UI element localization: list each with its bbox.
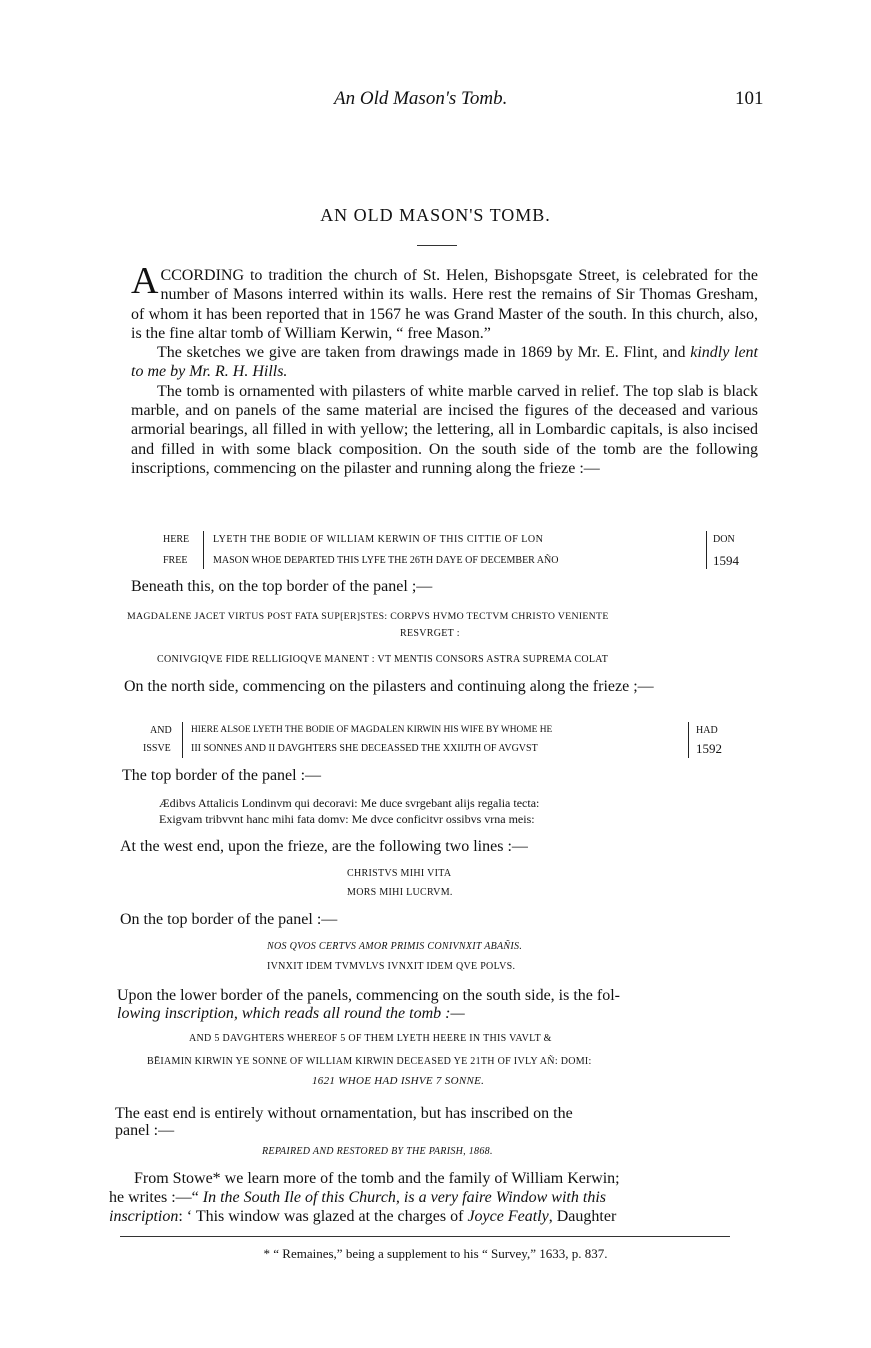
south-l1-mid: LYETH THE BODIE OF WILLIAM KERWIN OF THIS CITTIE OF LON: [213, 534, 544, 545]
lower-l2: BĒIAMIN KIRWIN YE SONNE OF WILLIAM KIRWIN DECEASED YE 21TH OF IVLY AÑ: DOMI:: [147, 1056, 592, 1067]
magdalene-l2: RESVRGET :: [400, 628, 460, 639]
north-intro: On the north side, commencing on the pilasters and continuing along the frieze ;—: [124, 678, 654, 695]
south-bar-right: [706, 531, 707, 569]
christus-l1: CHRISTVS MIHI VITA: [347, 868, 452, 879]
east-line-a: The east end is entirely without ornamentation, but has inscribed on the: [115, 1105, 573, 1122]
lower-l1: AND 5 DAVGHTERS WHEREOF 5 OF THEM LYETH HEERE IN THIS VAVLT &: [189, 1033, 552, 1044]
top-border-line: The top border of the panel :—: [122, 767, 322, 784]
top-border-line-2: On the top border of the panel :—: [120, 911, 338, 928]
stowe-line-a: From Stowe* we learn more of the tomb and the family of William Kerwin;: [134, 1170, 620, 1187]
stowe-c1: inscription: [109, 1208, 179, 1225]
north-l2-mid: III SONNES AND II DAVGHTERS SHE DECEASSED THE XXIIJTH OF AVGVST: [191, 743, 538, 754]
paragraph-1-text: CCORDING to tradition the church of St. Helen, Bishopsgate Street, is celebrated for the number of Masons interred within its walls. Here rest the remains of Sir Thomas Gresham, of whom it has been reported that in 1567 he was Grand Master of the south. In this church, also, is the fine altar tomb of William Kerwin, “ free Mason.”: [131, 267, 758, 342]
paragraph-3: The tomb is ornamented with pilasters of white marble carved in relief. The top slab is black marble, and on panels of the same material are incised the figures of the deceased and various armorial bearings, all filled in with yellow; the lettering, all in Lombardic capitals, is also incised and filled in with some black composition. On the south side of the tomb are the following inscriptions, commencing on the pilaster and running along the frieze :—: [131, 382, 758, 477]
north-l1-mid: HIERE ALSOE LYETH THE BODIE OF MAGDALEN KIRWIN HIS WIFE BY WHOME HE: [191, 725, 553, 735]
lower-line-a: Upon the lower border of the panels, commencing on the south side, is the fol-: [117, 987, 620, 1004]
north-l1-left: AND: [150, 725, 172, 736]
west-line: At the west end, upon the frieze, are the following two lines :—: [120, 838, 528, 855]
beneath-line: Beneath this, on the top border of the panel ;—: [131, 578, 433, 595]
article-title: AN OLD MASON'S TOMB.: [320, 205, 551, 225]
south-l2-right: 1594: [713, 553, 739, 568]
north-bar-right: [688, 722, 689, 758]
paragraph-2: [131, 343, 758, 382]
aedibus-l1: Ædibvs Attalicis Londinvm qui decoravi: Me duce svrgebant alijs regalia tecta:: [159, 796, 540, 810]
paragraph-2-italic: kindly lent to me by Mr. R. H. Hills.: [131, 344, 758, 381]
running-title: An Old Mason's Tomb.: [334, 88, 508, 109]
north-l2-left: ISSVE: [143, 743, 171, 754]
north-l1-right: HAD: [696, 725, 718, 736]
stowe-c2: : ‘ This window was glazed at the charges of: [178, 1208, 468, 1225]
repaired-line: REPAIRED AND RESTORED BY THE PARISH, 1868.: [262, 1146, 493, 1157]
nos-l1: NOS QVOS CERTVS AMOR PRIMIS CONIVNXIT ABAÑIS.: [267, 941, 523, 952]
lower-l3: 1621 WHOE HAD ISHVE 7 SONNE.: [312, 1075, 485, 1087]
aedibus-l2: Exigvam tribvvnt hanc mihi fata domv: Me dvce conficitvr ossibvs vrna meis:: [159, 812, 535, 826]
title-rule: [417, 245, 457, 246]
christus-l2: MORS MIHI LUCRVM.: [347, 887, 453, 898]
footnote-rule: [120, 1236, 730, 1237]
paragraph-2-text: The sketches we give are taken from drawings made in 1869 by Mr. E. Flint, and: [157, 344, 691, 362]
south-l1-left: HERE: [163, 534, 190, 545]
south-l2-mid: MASON WHOE DEPARTED THIS LYFE THE 26TH DAYE OF DECEMBER AÑO: [213, 555, 559, 566]
footnote: * “ Remaines,” being a supplement to his “ Survey,” 1633, p. 837.: [263, 1246, 608, 1261]
nos-l2: IVNXIT IDEM TVMVLVS IVNXIT IDEM QVE POLVS.: [267, 961, 516, 972]
stowe-line-c: [109, 1208, 616, 1226]
drop-cap: A: [131, 260, 159, 302]
magdalene-l1: MAGDALENE JACET VIRTUS POST FATA SUP[ER]STES: CORPVS HVMO TECTVM CHRISTO VENIENTE: [127, 611, 609, 622]
lower-line-b: lowing inscription, which reads all round the tomb :—: [117, 1005, 465, 1022]
stowe-c4: , Daughter: [548, 1208, 617, 1225]
magdalene-l3: CONIVGIQVE FIDE RELLIGIOQVE MANENT : VT MENTIS CONSORS ASTRA SUPREMA COLAT: [157, 654, 609, 665]
stowe-b2: In the South Ile of this Church, is a very faire Window with this: [202, 1189, 606, 1206]
south-l2-left: FREE: [163, 555, 188, 566]
south-l1-right: DON: [713, 534, 735, 545]
body-text: [131, 260, 758, 478]
stowe-line-b: [109, 1189, 606, 1207]
stowe-b1: he writes :—“: [109, 1189, 203, 1206]
stowe-c3: Joyce Featly: [467, 1208, 549, 1225]
page-number: 101: [735, 88, 764, 109]
east-line-b: panel :—: [115, 1122, 175, 1139]
north-l2-right: 1592: [696, 741, 722, 756]
south-bar-left: [203, 531, 204, 569]
north-bar-left: [182, 722, 183, 758]
paragraph-1: [131, 260, 758, 343]
